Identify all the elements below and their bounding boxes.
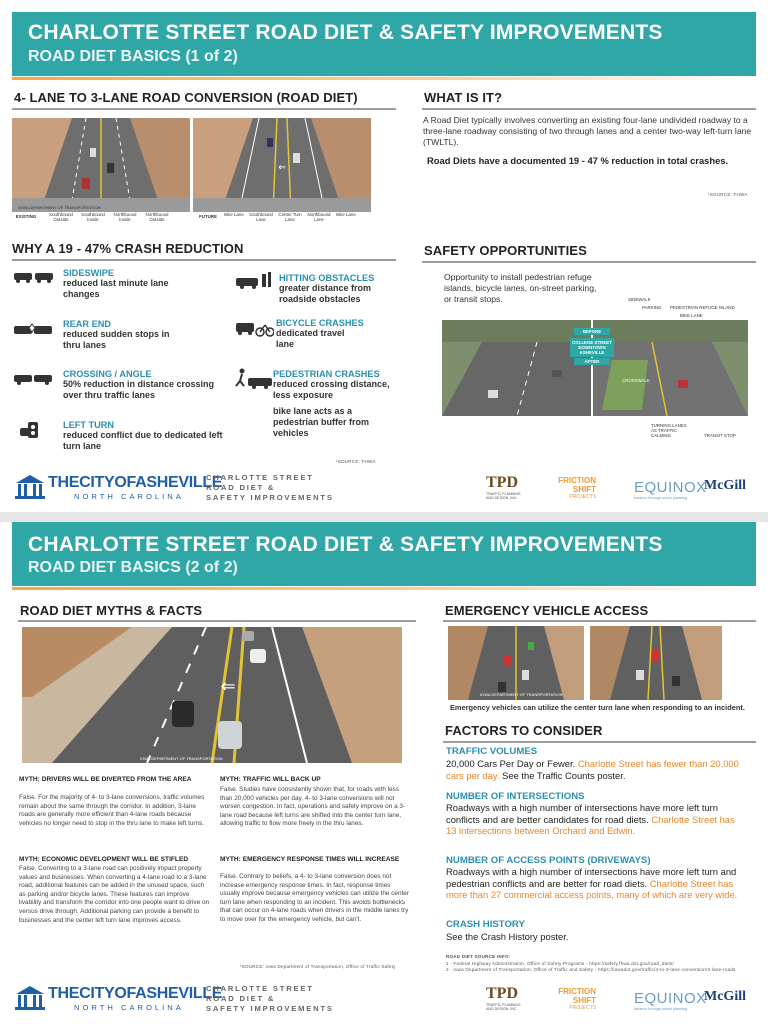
partner-friction-shift-2	[538, 987, 596, 1011]
partner-mcgill-2	[704, 989, 746, 1005]
factor-access-title: NUMBER OF ACCESS POINTS (DRIVEWAYS)	[446, 855, 651, 866]
future-lane-4: Northbound Lane	[307, 212, 331, 222]
myths-photo-credit: IOWA DEPARTMENT OF TRANSPORTATION	[140, 756, 223, 761]
safety-underline	[422, 261, 756, 263]
project-name-2-line1: CHARLOTTE STREET	[206, 984, 314, 993]
factor-access-body	[446, 866, 746, 901]
future-road-photo	[193, 118, 371, 212]
asheville-logo-icon-2	[14, 985, 46, 1011]
conversion-underline	[12, 108, 396, 110]
poster-divider	[0, 512, 768, 522]
factor-intersections-body	[446, 802, 746, 837]
future-lane-2: Southbound Lane	[249, 212, 273, 222]
myths-source: ¹SOURCE: Iowa Department of Transportation, Office of Traffic Safety	[240, 964, 396, 969]
emergency-photo-after	[590, 626, 722, 700]
myth-4-body: False. Contrary to beliefs, a 4- to 3-lane conversion does not increase emergency response times. In fact, response times usually improve because emergency vehicles can utilize the center turn lane when responding to an incident. This avoids bottlenecks that can occur on 4-lane roads when drivers in the middle lanes try to move over for the emergency vehicle, but can't.	[220, 873, 409, 923]
crash-pedestrian	[273, 369, 403, 401]
equinox-sub-2: balance through smart planning	[634, 1007, 688, 1011]
tpd-sub-2: TRAFFIC PLANNING AND DESIGN, INC.	[486, 1003, 521, 1011]
emergency-photo-credit: IOWA DEPARTMENT OF TRANSPORTATION	[480, 692, 563, 697]
project-name-2-line3: SAFETY IMPROVEMENTS	[206, 1004, 334, 1013]
crash-bicycle-title: BICYCLE CRASHES	[276, 318, 364, 328]
project-name-2-line2: ROAD DIET &	[206, 994, 276, 1003]
friction-logo-2: FRICTION SHIFT	[558, 987, 596, 1005]
crash-rear-end-desc: reduced sudden stops in thru lanes	[63, 329, 170, 350]
partner-equinox	[610, 479, 707, 500]
rear-end-icon	[12, 322, 56, 338]
crash-pedestrian-desc: reduced crossing distance, less exposure	[273, 379, 390, 400]
myth-3-body: False. Converting to a 3-lane road can positively impact property values and businesses. When converting a 4-lane road to a 3-lane road, additional features can be added in the unused space, such as parking and/or bicycle lanes. These features can improve livability and transform the corridor into one people want to drive on versus drive through. Additional parking can provide a benefit to businesses and the center left turn lane improves access.	[19, 865, 210, 924]
why-underline	[12, 259, 396, 261]
myths-road-photo	[22, 627, 402, 763]
callout-refuge-island: PEDESTRIAN REFUGE ISLAND	[670, 305, 735, 310]
future-lane-1: Bike Lane	[224, 212, 244, 217]
crash-crossing	[63, 369, 223, 401]
poster2-subtitle: ROAD DIET BASICS (2 of 2)	[28, 559, 238, 576]
factor-traffic-title: TRAFFIC VOLUMES	[446, 746, 538, 757]
what-underline	[422, 108, 756, 110]
crash-pedestrian-extra: bike lane acts as a pedestrian buffer from vehicles	[273, 406, 370, 438]
existing-road-photo	[12, 118, 190, 212]
factor-access-highlight: Charlotte Street has more than 27 commercial access points, many of which are very wide.	[446, 877, 738, 901]
partner-friction-shift	[538, 476, 596, 500]
equinox-sub: balance through smart planning	[634, 496, 688, 500]
crash-sideswipe	[63, 268, 173, 300]
crash-sideswipe-desc: reduced last minute lane changes	[63, 278, 169, 299]
callout-crosswalk: CROSSWALK	[622, 378, 650, 383]
left-turn-icon	[18, 420, 50, 442]
tpd-logo: TPD	[486, 474, 518, 491]
myths-underline	[18, 620, 416, 622]
factor-traffic-text2: See the Traffic Counts poster.	[499, 769, 626, 781]
project-name-line3: SAFETY IMPROVEMENTS	[206, 493, 334, 502]
safety-body: Opportunity to install pedestrian refuge islands, bicycle lanes, on-street parking, or transit stops.	[444, 272, 597, 304]
tpd-sub: TRAFFIC PLANNING AND DESIGN, INC.	[486, 492, 521, 500]
callout-before: BEFORE	[574, 328, 610, 335]
city-state: NORTH CAROLINA	[74, 492, 184, 501]
myth-3-title: MYTH: ECONOMIC DEVELOPMENT WILL BE STIFLED	[19, 856, 189, 863]
myth-1-body: False. For the majority of 4- to 3-lane conversions, traffic volumes remain about the same through the corridor. In addition, 3-lane roads are generally more efficient than 4-lane roads because vehicles no longer need to stop in the thru lane to make left turns.	[19, 794, 205, 827]
friction-logo: FRICTION SHIFT	[558, 476, 596, 494]
poster1-title: CHARLOTTE STREET ROAD DIET & SAFETY IMPROVEMENTS	[28, 21, 663, 44]
future-lane-3: Center Turn Lane	[278, 212, 302, 222]
factors-source-2: 2 - Iowa Department of Transportation, Office of Traffic and Safety - https://iowadot.gov/traffic/4-to-3-lane-conversion/3-lane-roads	[446, 967, 736, 972]
poster1-banner	[12, 12, 756, 76]
crash-rear-end	[63, 319, 183, 351]
crash-sideswipe-title: SIDESWIPE	[63, 268, 115, 278]
factor-crash-body: See the Crash History poster.	[446, 931, 569, 942]
factor-traffic-body	[446, 758, 746, 781]
hitting-obstacles-icon	[234, 272, 274, 290]
crash-left-turn-desc: reduced conflict due to dedicated left turn lane	[63, 430, 223, 451]
crash-pedestrian-title: PEDESTRIAN CRASHES	[273, 369, 380, 379]
what-source: ¹SOURCE: FHWA	[708, 192, 748, 197]
factor-traffic-text: 20,000 Cars Per Day or Fewer.	[446, 758, 578, 769]
callout-sidewalk: SIDEWALK	[628, 297, 651, 302]
pedestrian-crash-icon	[234, 368, 274, 390]
crash-obstacles-desc: greater distance from roadside obstacles	[279, 283, 372, 304]
factors-heading: FACTORS TO CONSIDER	[445, 723, 603, 738]
equinox-logo: EQUINOX	[634, 479, 707, 496]
city-name-2: THECITYOFASHEVILLE	[48, 985, 223, 1002]
sideswipe-icon	[12, 268, 56, 284]
factor-access-text: Roadways with a high number of intersections have more left turn and pedestrian conflicts and are better for road diets.	[446, 866, 737, 889]
existing-lane-2: Southbound Inside	[81, 212, 105, 222]
why-heading: WHY A 19 - 47% CRASH REDUCTION	[12, 241, 244, 256]
callout-transit-stop: TRANSIT STOP	[704, 433, 736, 438]
partner-tpd	[486, 474, 526, 500]
what-body: A Road Diet typically involves converting an existing four-lane undivided roadway to a three-lane roadway consisting of two through lanes and a center two-way left-turn lane (TWLTL).	[423, 115, 752, 147]
future-label: FUTURE	[199, 214, 217, 219]
equinox-logo-2: EQUINOX	[634, 990, 707, 1007]
friction-sub-2: PROJECTS	[569, 1005, 596, 1011]
myths-heading: ROAD DIET MYTHS & FACTS	[20, 603, 203, 618]
crash-obstacles-title: HITTING OBSTACLES	[279, 273, 375, 283]
svg-text:⇐: ⇐	[220, 676, 236, 696]
emergency-caption: Emergency vehicles can utilize the center turn lane when responding to an incident.	[450, 703, 745, 712]
crash-left-turn-title: LEFT TURN	[63, 420, 115, 430]
mcgill-logo-2: McGill	[704, 989, 746, 1004]
factor-intersections-title: NUMBER OF INTERSECTIONS	[446, 791, 585, 802]
myth-2-body: False. Studies have consistently shown that, for roads with less than 20,000 vehicles per day, 4- to 3-lane conversions will not worsen congestion. In fact, operations and safety improve on a 3-lane road because left turns are shifted into the center turn lane, allowing traffic to flow more freely in the thru lanes.	[220, 786, 406, 828]
svg-text:⇐: ⇐	[278, 162, 286, 172]
crash-crossing-desc: 50% reduction in distance crossing over thru traffic lanes	[63, 379, 215, 400]
conversion-heading: 4- LANE TO 3-LANE ROAD CONVERSION (ROAD DIET)	[14, 90, 358, 105]
city-name: THECITYOFASHEVILLE	[48, 474, 223, 491]
myth-4-title: MYTH: EMERGENCY RESPONSE TIMES WILL INCREASE	[220, 856, 400, 863]
future-lane-5: Bike Lane	[336, 212, 356, 217]
callout-after: AFTER	[574, 358, 610, 365]
factors-source-1: 1 - Federal Highway Administration, Office of Safety Programs - https://safety.fhwa.dot.gov/road_diets/	[446, 961, 675, 966]
myth-1-title: MYTH: DRIVERS WILL BE DIVERTED FROM THE AREA	[19, 776, 192, 783]
myth-2-title: MYTH: TRAFFIC WILL BACK UP	[220, 776, 321, 783]
bicycle-crash-icon	[234, 319, 274, 337]
existing-label: EXISTING	[15, 214, 37, 219]
factor-intersections-text: Roadways with a high number of intersections have more left turn conflicts and are better candidates for road diets.	[446, 802, 719, 825]
existing-lane-1: Southbound Outside	[49, 212, 73, 222]
crash-obstacles	[279, 273, 399, 305]
factor-traffic-highlight: Charlotte Street has fewer than 20,000 cars per day.	[446, 758, 739, 781]
poster1-accent-bar	[12, 77, 756, 80]
tpd-logo-2: TPD	[486, 985, 518, 1002]
callout-turning-lanes: TURNING LANES AS TRAFFIC CALMING	[651, 423, 687, 438]
crash-left-turn	[63, 420, 233, 452]
factor-crash-title: CRASH HISTORY	[446, 919, 525, 930]
poster2-title: CHARLOTTE STREET ROAD DIET & SAFETY IMPROVEMENTS	[28, 533, 663, 556]
why-source: ¹SOURCE: FHWA	[336, 459, 376, 464]
crash-bicycle-desc: dedicated travel lane	[276, 328, 345, 349]
project-name-line2: ROAD DIET &	[206, 483, 276, 492]
crash-bicycle	[276, 318, 364, 350]
existing-lane-4: Northbound Outside	[145, 212, 169, 222]
callout-parking: PARKING	[642, 305, 662, 310]
factor-intersections-highlight: Charlotte Street has 13 intersections between Orchard and Edwin.	[446, 813, 735, 837]
callout-bike-lane: BIKE LANE	[680, 313, 703, 318]
factors-underline	[443, 741, 756, 743]
mcgill-logo: McGill	[704, 478, 746, 493]
poster2-accent-bar	[12, 587, 756, 590]
project-name-line1: CHARLOTTE STREET	[206, 473, 314, 482]
poster1-subtitle: ROAD DIET BASICS (1 of 2)	[28, 48, 238, 65]
crash-crossing-title: CROSSING / ANGLE	[63, 369, 152, 379]
partner-mcgill	[704, 478, 746, 494]
safety-heading: SAFETY OPPORTUNITIES	[424, 243, 587, 258]
factors-sources-title: ROAD DIET SOURCE INFO:	[446, 954, 511, 959]
asheville-logo-icon	[14, 474, 46, 500]
crash-rear-end-title: REAR END	[63, 319, 111, 329]
conversion-photo-credit: IOWA DEPARTMENT OF TRANSPORTATION	[18, 205, 101, 210]
partner-tpd-2	[486, 985, 526, 1011]
partner-equinox-2	[610, 990, 707, 1011]
crossing-angle-icon	[12, 370, 56, 386]
city-state-2: NORTH CAROLINA	[74, 1003, 184, 1012]
friction-sub: PROJECTS	[569, 494, 596, 500]
emergency-photo-before	[448, 626, 584, 700]
existing-lane-3: Northbound Inside	[113, 212, 137, 222]
emergency-underline	[443, 620, 756, 622]
what-highlight: Road Diets have a documented 19 - 47 % reduction in total crashes.	[427, 155, 729, 166]
emergency-heading: EMERGENCY VEHICLE ACCESS	[445, 603, 649, 618]
what-heading: WHAT IS IT?	[424, 90, 503, 105]
callout-college-street: COLLEGE STREET DOWNTOWN ASHEVILLE	[570, 338, 614, 357]
poster2-banner	[12, 522, 756, 586]
